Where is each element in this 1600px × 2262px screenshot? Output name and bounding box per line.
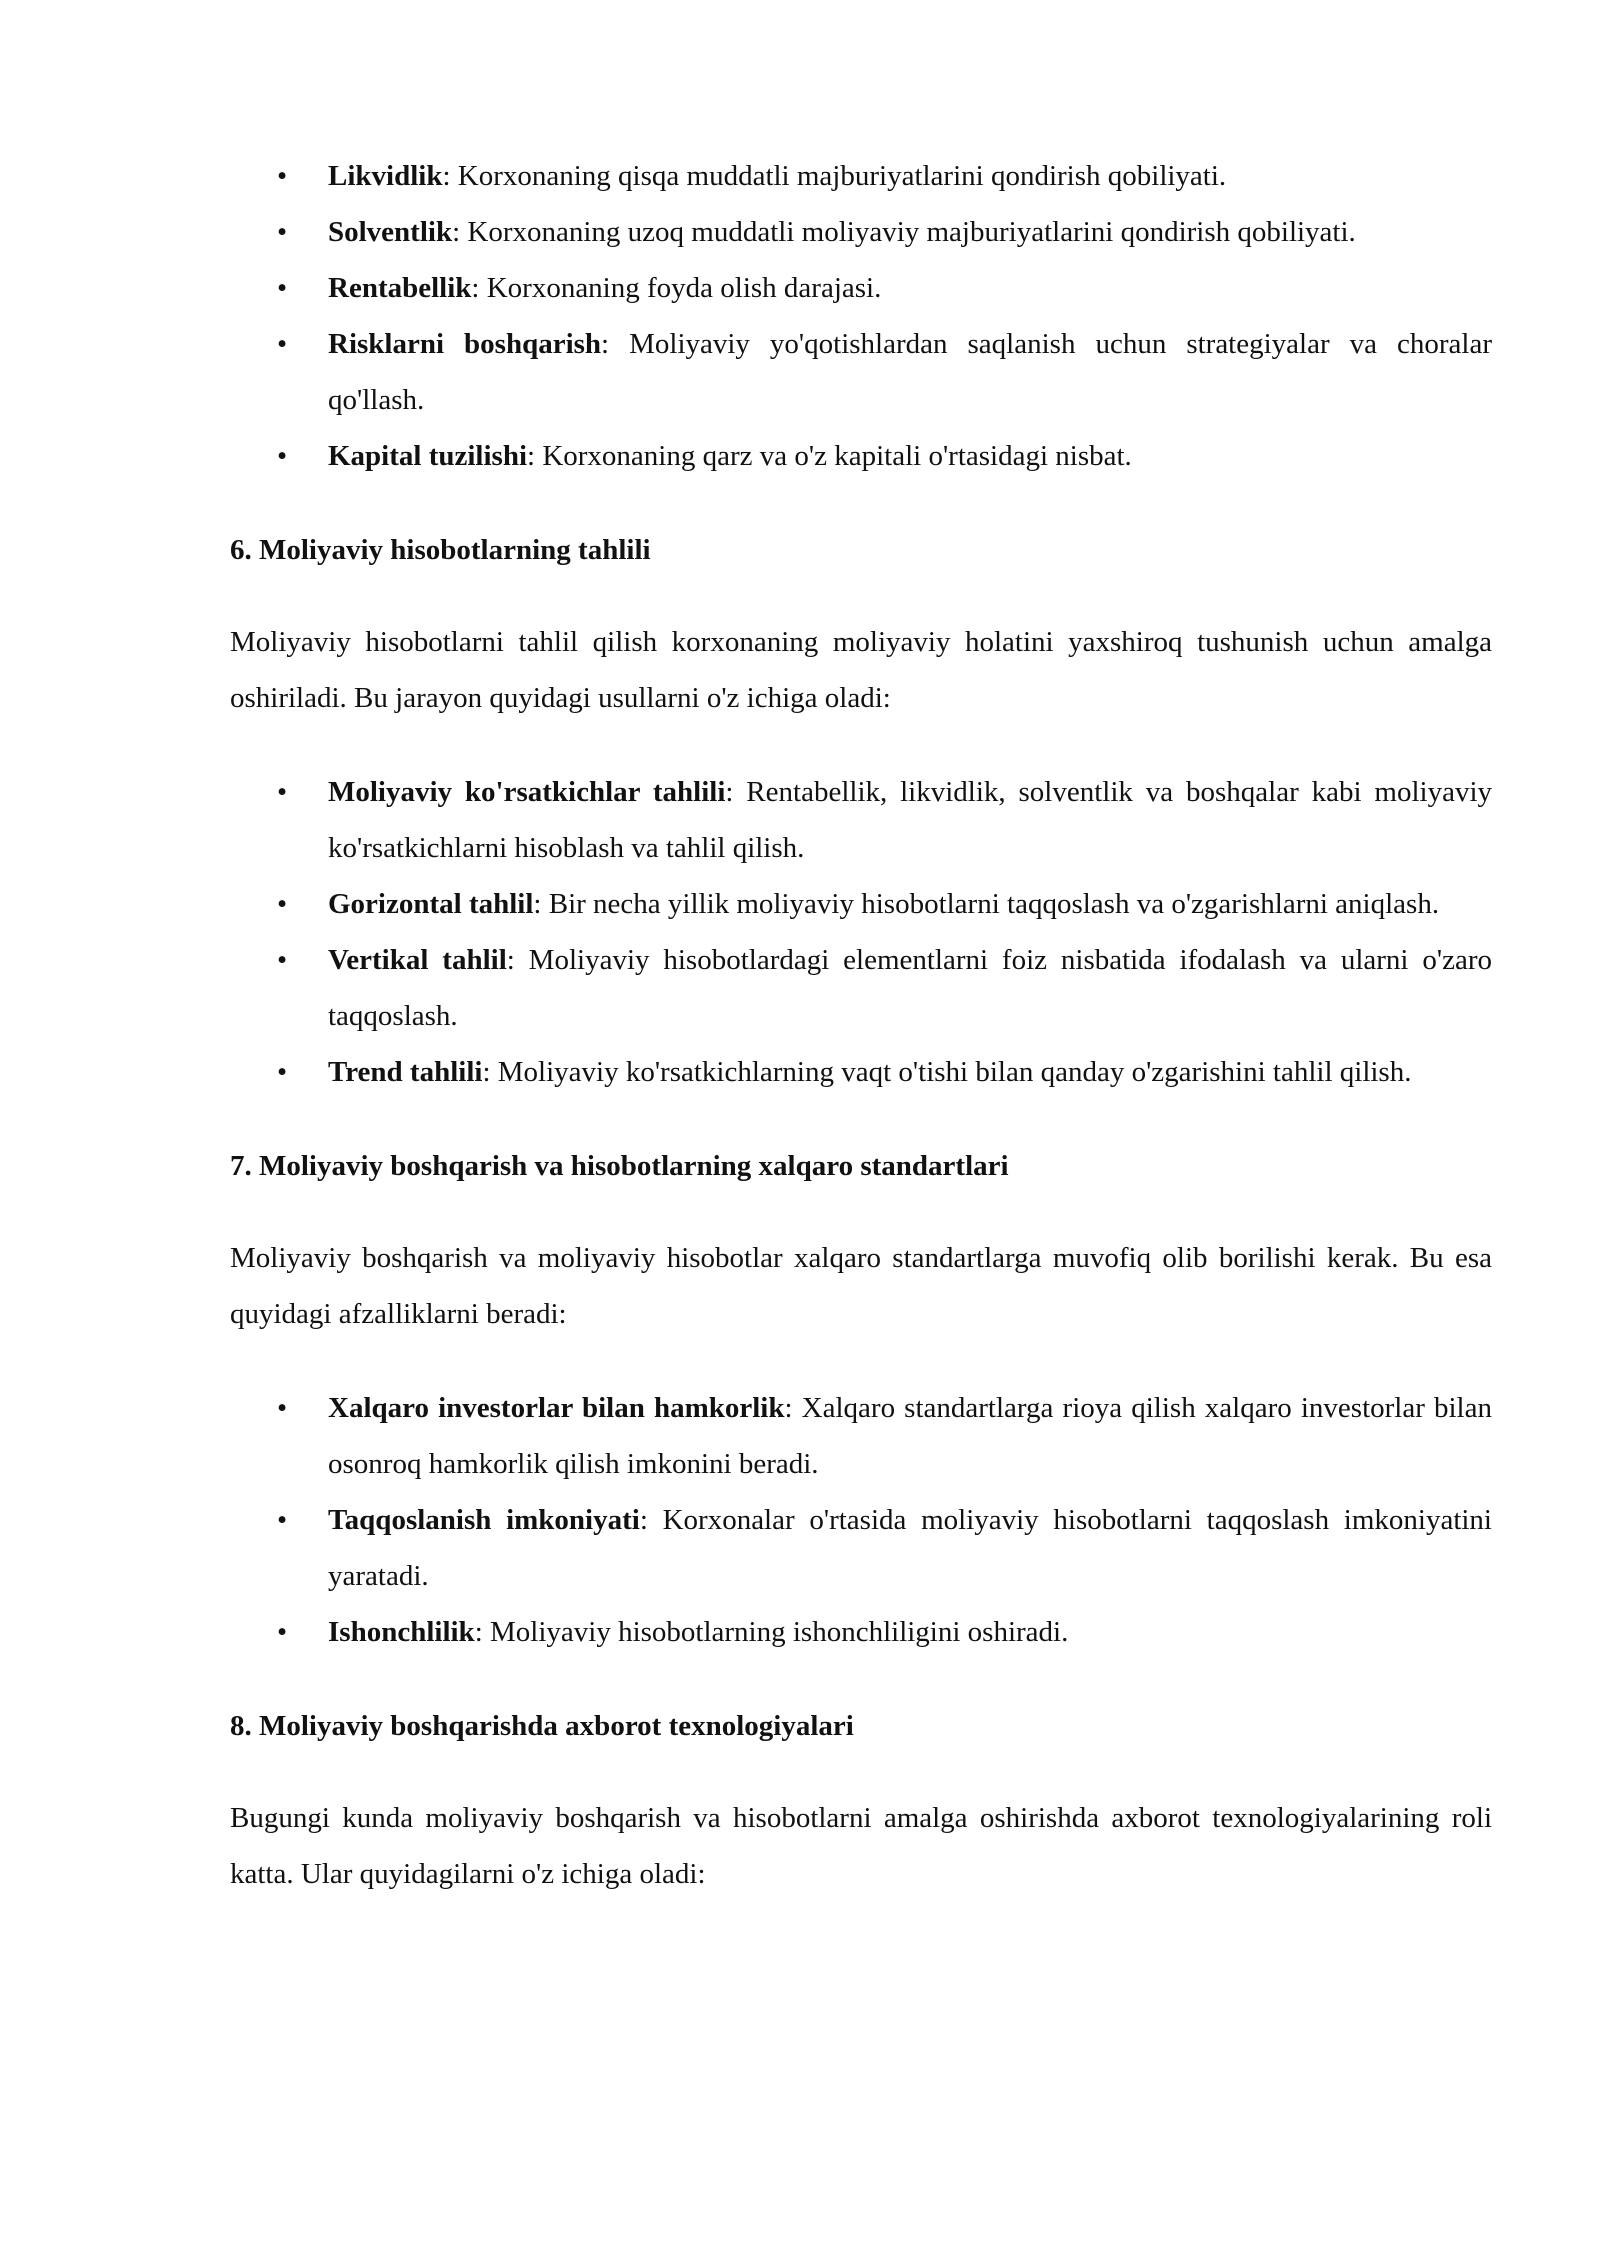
list-item-text: : Korxonaning qisqa muddatli majburiyatlarini qondirish qobiliyati. xyxy=(442,160,1227,192)
bullet-icon: • xyxy=(277,328,288,360)
list-item-text: : Moliyaviy yo'qotishlardan saqlanish uchun strategiyalar va choralar qo'llash. xyxy=(328,328,1492,416)
bullet-icon: • xyxy=(277,440,288,472)
list-item-term: Moliyaviy ko'rsatkichlar tahlili xyxy=(328,776,726,808)
bullet-list-standards xyxy=(230,1380,1492,1660)
list-item-text: : Moliyaviy hisobotlardagi elementlarni foiz nisbatida ifodalash va ularni o'zaro taqqoslash. xyxy=(328,944,1492,1032)
list-item xyxy=(230,1492,1492,1604)
list-item xyxy=(230,876,1492,932)
section-paragraph-6: Moliyaviy hisobotlarni tahlil qilish korxonaning moliyaviy holatini yaxshiroq tushunish uchun amalga oshiriladi. Bu jarayon quyidagi usullarni o'z ichiga oladi: xyxy=(230,626,1492,714)
list-item-term: Trend tahlili xyxy=(328,1056,483,1088)
list-item-term: Vertikal tahlil xyxy=(328,944,507,976)
bullet-icon: • xyxy=(277,160,288,192)
bullet-icon: • xyxy=(277,888,288,920)
list-item-term: Likvidlik xyxy=(328,160,443,192)
bullet-icon: • xyxy=(277,1504,288,1536)
list-item-text: : Rentabellik, likvidlik, solventlik va boshqalar kabi moliyaviy ko'rsatkichlarni hisoblash va tahlil qilish. xyxy=(328,776,1493,864)
list-item xyxy=(230,932,1492,1044)
section-paragraph-7: Moliyaviy boshqarish va moliyaviy hisobotlar xalqaro standartlarga muvofiq olib borilishi kerak. Bu esa quyidagi afzalliklarni beradi: xyxy=(230,1242,1492,1330)
list-item-term: Gorizontal tahlil xyxy=(328,888,534,920)
list-item-term: Risklarni boshqarish xyxy=(328,328,602,360)
list-item xyxy=(230,316,1492,428)
list-item-term: Solventlik xyxy=(328,216,453,248)
list-item-term: Xalqaro investorlar bilan hamkorlik xyxy=(328,1392,785,1424)
list-item-text: : Korxonalar o'rtasida moliyaviy hisobotlarni taqqoslash imkoniyatini yaratadi. xyxy=(328,1504,1492,1592)
list-item-text: : Moliyaviy hisobotlarning ishonchliligini oshiradi. xyxy=(474,1616,1069,1648)
list-item-term: Taqqoslanish imkoniyati xyxy=(328,1504,640,1536)
bullet-icon: • xyxy=(277,776,288,808)
list-item-text: : Moliyaviy ko'rsatkichlarning vaqt o'tishi bilan qanday o'zgarishini tahlil qilish. xyxy=(482,1056,1412,1088)
bullet-icon: • xyxy=(277,1616,288,1648)
list-item xyxy=(230,148,1492,204)
bullet-list-analysis xyxy=(230,764,1492,1100)
list-item-term: Kapital tuzilishi xyxy=(328,440,528,472)
list-item xyxy=(230,764,1492,876)
list-item xyxy=(230,1380,1492,1492)
list-item xyxy=(230,260,1492,316)
list-item xyxy=(230,1604,1492,1660)
list-item xyxy=(230,204,1492,260)
section-heading-6: 6. Moliyaviy hisobotlarning tahlili xyxy=(230,534,651,566)
document-page xyxy=(230,148,1492,1902)
section-heading-8: 8. Moliyaviy boshqarishda axborot texnologiyalari xyxy=(230,1710,854,1742)
list-item-text: : Bir necha yillik moliyaviy hisobotlarni taqqoslash va o'zgarishlarni aniqlash. xyxy=(533,888,1440,920)
bullet-icon: • xyxy=(277,944,288,976)
list-item xyxy=(230,1044,1492,1100)
bullet-list-ratios xyxy=(230,148,1492,484)
bullet-icon: • xyxy=(277,272,288,304)
list-item-text: : Xalqaro standartlarga rioya qilish xalqaro investorlar bilan osonroq hamkorlik qilish imkonini beradi. xyxy=(328,1392,1492,1480)
section-heading-7: 7. Moliyaviy boshqarish va hisobotlarning xalqaro standartlari xyxy=(230,1150,1009,1182)
list-item xyxy=(230,428,1492,484)
list-item-term: Rentabellik xyxy=(328,272,472,304)
section-paragraph-8: Bugungi kunda moliyaviy boshqarish va hisobotlarni amalga oshirishda axborot texnologiyalarining roli katta. Ular quyidagilarni o'z ichiga oladi: xyxy=(230,1802,1492,1890)
bullet-icon: • xyxy=(277,1392,288,1424)
list-item-text: : Korxonaning foyda olish darajasi. xyxy=(471,272,882,304)
list-item-text: : Korxonaning qarz va o'z kapitali o'rtasidagi nisbat. xyxy=(527,440,1132,472)
list-item-term: Ishonchlilik xyxy=(328,1616,475,1648)
bullet-icon: • xyxy=(277,216,288,248)
bullet-icon: • xyxy=(277,1056,288,1088)
list-item-text: : Korxonaning uzoq muddatli moliyaviy majburiyatlarini qondirish qobiliyati. xyxy=(452,216,1356,248)
